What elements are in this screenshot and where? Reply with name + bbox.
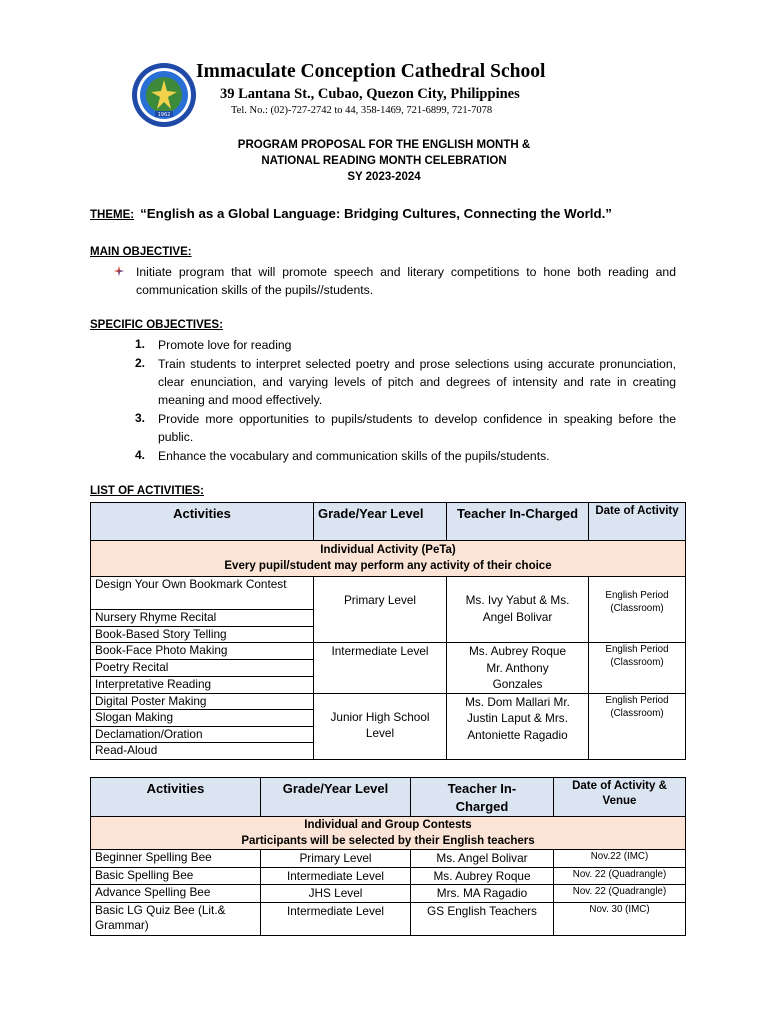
table-band xyxy=(91,817,686,850)
date-cell: English Period (Classroom) xyxy=(589,693,686,759)
col-header-teacher: Teacher In-Charged xyxy=(411,778,554,817)
activity-cell: Basic LG Quiz Bee (Lit.& Grammar) xyxy=(91,902,261,935)
activity-cell: Poetry Recital xyxy=(91,660,314,677)
school-address: 39 Lantana St., Cubao, Quezon City, Philippines xyxy=(220,86,520,102)
activity-cell: Digital Poster Making xyxy=(91,693,314,710)
activity-cell: Book-Based Story Telling xyxy=(91,626,314,643)
table-row xyxy=(91,902,686,935)
teacher-cell: Ms. Aubrey Roque xyxy=(411,867,554,885)
title-line-2: NATIONAL READING MONTH CELEBRATION xyxy=(261,155,507,167)
col-header-teacher: Teacher In-Charged xyxy=(447,503,589,541)
activity-cell: Advance Spelling Bee xyxy=(91,885,261,903)
teacher-cell: Ms. Ivy Yabut & Ms. Angel Bolivar xyxy=(447,577,589,643)
table-row xyxy=(91,850,686,868)
activities-table-contests xyxy=(90,777,686,936)
level-cell: Primary Level xyxy=(314,577,447,643)
objective-text: Train students to interpret selected poetry and prose selections using accurate pronunciation, clear enunciation, and varying levels of pitch and degrees of intensity and rate in creating meaning and mood effectively. xyxy=(158,357,676,408)
activity-cell: Read-Aloud xyxy=(91,743,314,760)
objective-text: Promote love for reading xyxy=(158,338,292,352)
objective-number: 1. xyxy=(135,337,146,351)
specific-objectives-heading: SPECIFIC OBJECTIVES: xyxy=(90,319,223,331)
date-cell: English Period (Classroom) xyxy=(589,643,686,694)
date-cell: Nov. 22 (Quadrangle) xyxy=(554,885,686,903)
theme-label: THEME: xyxy=(90,209,135,221)
table-row xyxy=(91,885,686,903)
teacher-cell: GS English Teachers xyxy=(411,902,554,935)
level-cell: JHS Level xyxy=(261,885,411,903)
table-row xyxy=(91,867,686,885)
band-line-1: Individual and Group Contests xyxy=(304,819,472,831)
objective-number: 3. xyxy=(135,411,146,425)
activity-cell: Beginner Spelling Bee xyxy=(91,850,261,868)
date-cell: Nov. 22 (Quadrangle) xyxy=(554,867,686,885)
four-point-star-icon xyxy=(114,266,124,276)
activity-cell: Design Your Own Bookmark Contest xyxy=(91,577,314,610)
seal-year: 1962 xyxy=(157,112,171,118)
activity-cell: Interpretative Reading xyxy=(91,676,314,693)
col-header-activities: Activities xyxy=(91,503,314,541)
level-cell: Intermediate Level xyxy=(261,902,411,935)
col-header-grade: Grade/Year Level xyxy=(261,778,411,817)
objective-number: 2. xyxy=(135,356,146,370)
school-seal-icon xyxy=(131,62,197,128)
objective-text: Provide more opportunities to pupils/students to develop confidence in speaking before the public. xyxy=(158,412,676,445)
objective-text: Enhance the vocabulary and communication skills of the pupils/students. xyxy=(158,449,550,463)
teacher-cell: Ms. Aubrey Roque Mr. Anthony Gonzales xyxy=(447,643,589,694)
theme-text: “English as a Global Language: Bridging Cultures, Connecting the World.” xyxy=(140,206,612,221)
band-line-2: Participants will be selected by their English teachers xyxy=(241,834,535,847)
activity-cell: Slogan Making xyxy=(91,710,314,727)
col-header-date: Date of Activity xyxy=(589,503,686,541)
theme xyxy=(90,206,612,221)
activities-heading: LIST OF ACTIVITIES: xyxy=(90,485,204,497)
main-objective-heading: MAIN OBJECTIVE: xyxy=(90,246,192,258)
teacher-cell: Ms. Dom Mallari Mr. Justin Laput & Mrs. Antoniette Ragadio xyxy=(447,693,589,759)
title-line-1: PROGRAM PROPOSAL FOR THE ENGLISH MONTH & xyxy=(237,139,531,151)
col-header-activities: Activities xyxy=(91,778,261,817)
col-header-grade: Grade/Year Level xyxy=(314,503,447,541)
school-name: Immaculate Conception Cathedral School xyxy=(196,61,546,82)
activity-cell: Nursery Rhyme Recital xyxy=(91,610,314,627)
date-cell: Nov.22 (IMC) xyxy=(554,850,686,868)
title-line-3: SY 2023-2024 xyxy=(347,171,421,183)
level-cell: Junior High School Level xyxy=(314,693,447,759)
teacher-cell: Mrs. MA Ragadio xyxy=(411,885,554,903)
activity-cell: Declamation/Oration xyxy=(91,726,314,743)
activity-cell: Book-Face Photo Making xyxy=(91,643,314,660)
date-cell: English Period (Classroom) xyxy=(589,577,686,643)
band-line-2: Every pupil/student may perform any activity of their choice xyxy=(224,559,552,572)
teacher-cell: Ms. Angel Bolivar xyxy=(411,850,554,868)
activities-table-individual xyxy=(90,502,686,760)
date-cell: Nov. 30 (IMC) xyxy=(554,902,686,935)
level-cell: Intermediate Level xyxy=(261,867,411,885)
main-objective-text: Initiate program that will promote speech and literary competitions to hone both reading and communication skills of the pupils//students. xyxy=(136,265,676,298)
school-telephone: Tel. No.: (02)-727-2742 to 44, 358-1469, 721-6899, 721-7078 xyxy=(231,105,493,116)
band-line-1: Individual Activity (PeTa) xyxy=(320,544,456,556)
level-cell: Primary Level xyxy=(261,850,411,868)
level-cell: Intermediate Level xyxy=(314,643,447,694)
table-band xyxy=(91,541,686,577)
objective-number: 4. xyxy=(135,448,146,462)
activity-cell: Basic Spelling Bee xyxy=(91,867,261,885)
col-header-date: Date of Activity & Venue xyxy=(554,778,686,817)
